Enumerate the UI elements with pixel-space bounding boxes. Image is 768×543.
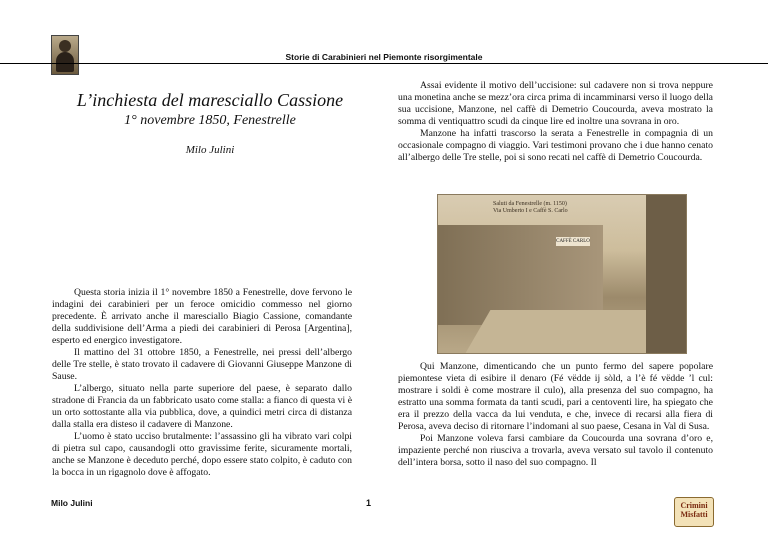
portrait-head bbox=[59, 40, 71, 52]
paragraph: Questa storia inizia il 1° novembre 1850 a Fenestrelle, dove fervono le indagini dei carabinieri per un feroce omicidio commesso nel giorno precedente. È arrivato anche il maresciallo Biagio Cassione, comandante della suddivisione dell’Arma a piedi dei carabinieri di Perosa [Argentina], esperto ed energico investigatore. bbox=[52, 287, 352, 346]
footer-author: Milo Julini bbox=[51, 498, 93, 508]
right-column-top bbox=[398, 80, 713, 164]
badge-line: Misfatti bbox=[680, 510, 708, 519]
right-column-bottom bbox=[398, 361, 713, 469]
article-title: L’inchiesta del maresciallo Cassione bbox=[76, 90, 344, 110]
article-author: Milo Julini bbox=[185, 144, 235, 156]
article-subtitle: 1° novembre 1850, Fenestrelle bbox=[124, 113, 296, 128]
photo-caption-line: Saluti da Fenestrelle (m. 1150) bbox=[493, 201, 567, 207]
paragraph: Manzone ha infatti trascorso la serata a Fenestrelle in compagnia di un occasionale compagno di viaggio. Vari testimoni provano che i due hanno cenato all’albergo delle Tre stelle, poi si sono recati nel caffè di Demetrio Coucourda. bbox=[398, 128, 713, 163]
paragraph: L’albergo, situato nella parte superiore del paese, è separato dallo stradone di Francia da un fabbricato usato come stalla: a fianco di questa vi è un orto sottostante alla via pubblica, dove, a quindici metri circa di distanza dalla stalla era disteso il cadavere di Manzone. bbox=[52, 383, 352, 430]
header-rule bbox=[0, 63, 768, 64]
paragraph: L’uomo è stato ucciso brutalmente: l’assassino gli ha vibrato vari colpi di pietra sul capo, causandogli otto gravissime ferite, sicuramente mortali, anche se Manzone è deceduto perché, dopo essere stato colpito, è caduto con la bocca in un rigagnolo dove è affogato. bbox=[52, 431, 352, 478]
photo-wall bbox=[646, 195, 686, 353]
photo-caption-line: Via Umberto I e Caffè S. Carlo bbox=[493, 208, 568, 214]
photo-cafe-sign: CAFFÈ CARLO bbox=[556, 239, 590, 244]
photo-caption bbox=[493, 201, 568, 215]
left-column bbox=[52, 287, 352, 479]
paragraph: Qui Manzone, dimenticando che un punto fermo del sapere popolare piemontese vieta di esibire il denaro (Fé vëdde ij sòld, a l’è fé vëdde ’l cul: mostrare i soldi è come mostrare il culo), alla presenza del suo compagno, ha estratto una somma formata da tanti scudi, pari a centoventi lire, ha spiegato che era il prezzo della vacca da lui venduta, e che, invece di recarsi alla fiera di Perosa, aveva deciso di ritornare l’indomani al suo paese, Cesana in Val di Susa. bbox=[398, 361, 713, 432]
historic-postcard-photo bbox=[437, 194, 687, 354]
running-header: Storie di Carabinieri nel Piemonte risorgimentale bbox=[285, 52, 483, 62]
page-number: 1 bbox=[366, 498, 372, 508]
crimini-misfatti-logo bbox=[674, 497, 714, 527]
paragraph: Poi Manzone voleva farsi cambiare da Coucourda una sovrana d’oro e, impaziente perché non riusciva a trovarla, aveva versato sul tavolo il contenuto dell’intera borsa, sotto il naso del suo compagno. Il bbox=[398, 433, 713, 468]
paragraph: Il mattino del 31 ottobre 1850, a Fenestrelle, nei pressi dell’albergo delle Tre stelle, è stato trovato il cadavere di Giovanni Giuseppe Manzone di Sause. bbox=[52, 347, 352, 382]
paragraph: Assai evidente il motivo dell’uccisione: sul cadavere non si trova neppure una monetina anche se mezz’ora circa prima di incamminarsi verso il luogo della sua uccisione, Manzone, nel caffè di Demetrio Coucourda, aveva mostrato la somma di ventiquattro scudi da cinque lire ed inoltre una sovrana in oro. bbox=[398, 80, 713, 127]
badge-line: Crimini bbox=[680, 501, 708, 510]
